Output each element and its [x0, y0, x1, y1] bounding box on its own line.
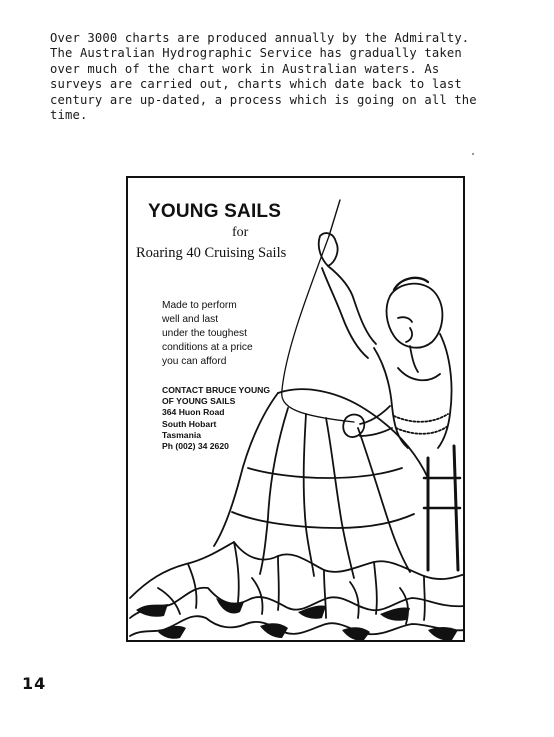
contact-line: Ph (002) 34 2620: [162, 441, 229, 452]
speck: [472, 153, 474, 155]
intro-line: century are up-dated, a process which is going on all the: [50, 92, 477, 107]
ad-copy: [162, 299, 253, 369]
intro-line: time.: [50, 108, 88, 123]
contact-line: CONTACT BRUCE YOUNG: [162, 385, 271, 395]
contact-line: South Hobart: [162, 418, 217, 429]
page-number: 14: [22, 674, 47, 693]
brand-title: YOUNG SAILS: [148, 201, 282, 222]
ad-copy-line: you can afford: [162, 356, 227, 367]
ad-copy-line: well and last: [162, 314, 219, 325]
intro-line: Over 3000 charts are produced annually by the Admiralty.: [50, 31, 470, 45]
contact-line: Tasmania: [162, 429, 202, 440]
contact-line: 364 Huon Road: [162, 407, 225, 418]
ad-copy-line: Made to perform: [162, 300, 237, 311]
brand-for: for: [232, 225, 249, 240]
ad-copy-line: conditions at a price: [162, 342, 253, 353]
brand-tagline: Roaring 40 Cruising Sails: [136, 245, 287, 261]
ad-contact: [162, 385, 270, 452]
intro-line: surveys are carried out, charts which date back to last: [50, 77, 462, 92]
ad-copy-line: under the toughest: [162, 328, 247, 339]
intro-paragraph: [50, 31, 530, 123]
contact-line: OF YOUNG SAILS: [162, 396, 236, 407]
intro-line: over much of the chart work in Australian waters. As: [50, 61, 440, 76]
young-sails-advertisement: [126, 176, 465, 642]
intro-line: The Australian Hydrographic Service has gradually taken: [50, 46, 462, 61]
